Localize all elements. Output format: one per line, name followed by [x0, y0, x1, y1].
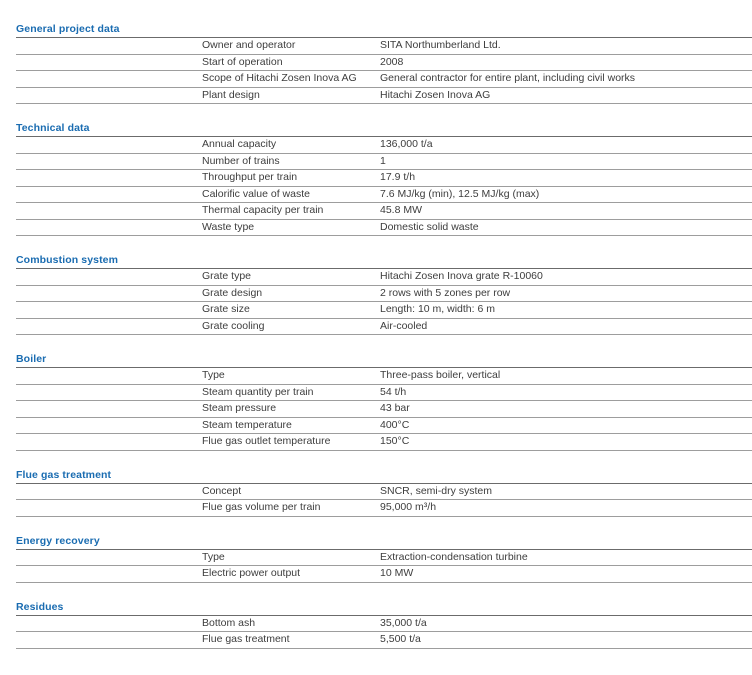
table-row	[16, 154, 752, 171]
row-value: Three-pass boiler, vertical	[380, 369, 501, 381]
table-row	[16, 632, 752, 649]
row-value: Hitachi Zosen Inova grate R-10060	[380, 270, 543, 282]
section	[16, 535, 752, 583]
row-label: Steam pressure	[202, 402, 277, 414]
row-value: 17.9 t/h	[380, 171, 416, 183]
table-row	[16, 220, 752, 237]
row-value: 400°C	[380, 418, 410, 431]
section-title: Residues	[16, 601, 752, 616]
row-label: Thermal capacity per train	[202, 204, 324, 216]
table-row	[16, 269, 752, 286]
row-label: Flue gas volume per train	[202, 501, 321, 513]
section-rows	[16, 38, 752, 104]
row-label: Bottom ash	[202, 616, 256, 629]
section	[16, 469, 752, 517]
table-row	[16, 566, 752, 583]
section-title: General project data	[16, 23, 752, 38]
section-rows	[16, 550, 752, 583]
row-value: 150°C	[380, 435, 410, 447]
section-title: Flue gas treatment	[16, 469, 752, 484]
row-value: Length: 10 m, width: 6 m	[380, 303, 495, 315]
row-value: 10 MW	[380, 567, 414, 579]
row-label: Grate type	[202, 270, 252, 282]
table-row	[16, 550, 752, 567]
row-label: Grate design	[202, 286, 263, 299]
section-title: Boiler	[16, 353, 752, 368]
row-label: Start of operation	[202, 55, 283, 68]
table-row	[16, 302, 752, 319]
row-label: Owner and operator	[202, 39, 296, 51]
row-value: 95,000 m³/h	[380, 501, 437, 513]
row-label: Type	[202, 369, 225, 381]
row-label: Plant design	[202, 88, 260, 101]
row-value: SNCR, semi-dry system	[380, 484, 493, 497]
row-value: SITA Northumberland Ltd.	[380, 39, 501, 51]
row-label: Electric power output	[202, 567, 301, 579]
section	[16, 254, 752, 335]
row-label: Calorific value of waste	[202, 187, 310, 200]
row-label: Grate cooling	[202, 319, 265, 332]
table-row	[16, 203, 752, 220]
table-row	[16, 616, 752, 633]
table-row	[16, 187, 752, 204]
section-rows	[16, 484, 752, 517]
row-label: Type	[202, 550, 225, 563]
row-value: 54 t/h	[380, 385, 407, 398]
table-row	[16, 319, 752, 336]
row-value: Domestic solid waste	[380, 220, 479, 233]
section	[16, 23, 752, 104]
table-row	[16, 137, 752, 154]
row-value: 2008	[380, 55, 404, 68]
section	[16, 601, 752, 649]
table-row	[16, 484, 752, 501]
row-label: Grate size	[202, 303, 250, 315]
table-row	[16, 88, 752, 105]
section-rows	[16, 269, 752, 335]
table-row	[16, 55, 752, 72]
row-label: Flue gas treatment	[202, 633, 290, 645]
row-value: 35,000 t/a	[380, 616, 427, 629]
sections-container	[16, 23, 752, 649]
section-title: Combustion system	[16, 254, 752, 269]
table-row	[16, 368, 752, 385]
row-value: General contractor for entire plant, including civil works	[380, 72, 636, 84]
row-label: Concept	[202, 484, 242, 497]
row-value: 1	[380, 154, 386, 167]
row-value: 45.8 MW	[380, 204, 423, 216]
table-row	[16, 385, 752, 402]
row-label: Steam quantity per train	[202, 385, 314, 398]
section	[16, 353, 752, 451]
row-label: Scope of Hitachi Zosen Inova AG	[202, 72, 357, 84]
table-row	[16, 286, 752, 303]
table-row	[16, 418, 752, 435]
section-rows	[16, 616, 752, 649]
row-label: Flue gas outlet temperature	[202, 435, 331, 447]
section-title: Energy recovery	[16, 535, 752, 550]
row-value: Extraction-condensation turbine	[380, 550, 528, 563]
row-value: 5,500 t/a	[380, 633, 421, 645]
table-row	[16, 38, 752, 55]
row-value: 136,000 t/a	[380, 138, 433, 150]
row-label: Number of trains	[202, 154, 280, 167]
section-title: Technical data	[16, 122, 752, 137]
row-value: Air-cooled	[380, 319, 428, 332]
row-value: 2 rows with 5 zones per row	[380, 286, 511, 299]
section	[16, 122, 752, 236]
row-value: Hitachi Zosen Inova AG	[380, 88, 491, 101]
section-rows	[16, 137, 752, 236]
table-row	[16, 434, 752, 451]
row-label: Throughput per train	[202, 171, 298, 183]
table-row	[16, 71, 752, 88]
row-label: Steam temperature	[202, 418, 292, 431]
row-value: 7.6 MJ/kg (min), 12.5 MJ/kg (max)	[380, 187, 540, 200]
table-row	[16, 170, 752, 187]
row-label: Waste type	[202, 220, 255, 233]
table-row	[16, 401, 752, 418]
table-row	[16, 500, 752, 517]
section-rows	[16, 368, 752, 451]
row-value: 43 bar	[380, 402, 410, 414]
row-label: Annual capacity	[202, 138, 277, 150]
